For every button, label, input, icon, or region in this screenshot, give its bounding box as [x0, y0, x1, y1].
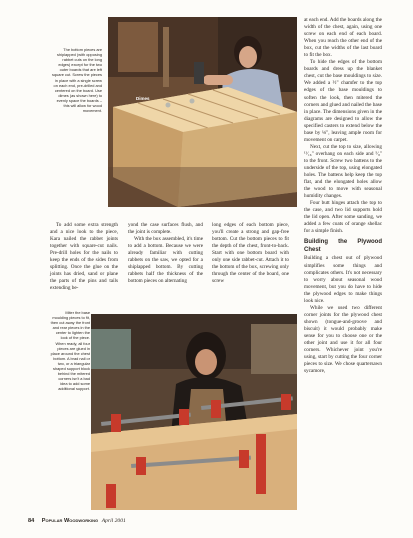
page-number: 84	[28, 518, 35, 524]
paragraph: Building a chest out of plywood simplifies some things and complicates others. It's not necessary to worry about seasonal wood movement, but you do have to hide the plywood edges to make things look nice.	[304, 255, 382, 304]
text-column-1	[50, 222, 118, 292]
page-footer	[28, 518, 126, 524]
photo-caption-bottom: Miter the base moulding pieces to fit, then cut away the front and rear pieces in the center to lighten the look of the piece. When ready, all four pieces are glued in place around the chest bottom. A brad nail or two, or a triangular shaped support block behind the mitered corners isn't a bad idea to add some additional support.	[50, 310, 90, 392]
paragraph: Four butt hinges attach the top to the case, and two lid supports hold the lid open. After some sanding, we added a few coats of orange shellac for a simple finish.	[304, 200, 382, 235]
magazine-name: Popular Woodworking	[41, 518, 99, 524]
paragraph: With the box assembled, it's time to add a bottom. Because we were already familiar with cutting rabbets on the saw, we opted for a shiplapped bottom. By cutting rabbets half the thickness of the bottom pieces on alternating	[128, 236, 203, 285]
issue-date: April 2001	[101, 518, 126, 524]
paragraph: yond the case surfaces flush, and the joint is complete.	[128, 222, 203, 236]
paragraph: To hide the edges of the bottom boards and dress up the blanket chest, cut the base mouldings to size. We added a ½" chamfer to the top edges of the base mouldings to soften the look, then mitered the corners and glued and nailed the base in place. The dimensions given in the diagrams are designed to allow the specified casters to extend below the base by ⅛", leaving ample room for movement on carpet.	[304, 59, 382, 143]
paragraph: While we used two different corner joints for the plywood chest shown (tongue-and-groove and biscuit) it would probably make sense for you to choose one or the other joint and use it for all four corners. Whichever joint you're using, start by cutting the four corner pieces to size. We chose quartersawn sycamore,	[304, 304, 382, 375]
photo-chest-bottom-assembly	[108, 17, 297, 207]
paragraph: To add some extra strength and a nice look to the piece, Kara nailed the rabbet joints together with square-cut nails. Pre-drill holes for the nails to keep the ends of the sides from splitting. Once the glue on the joints has dried, sand or plane the parts of the pins and tails extending be-	[50, 222, 118, 292]
paragraph: Next, cut the top to size, allowing ¹¹⁄₁₆" overhang on each side and ⁵⁄₈" to the front. Screw two battens to the underside of the top, using elongated holes. The battens help keep the top flat, and the elongated holes allow the wood to move with seasonal humidity changes.	[304, 143, 382, 200]
photo-caption-top: The bottom pieces are shiplapped (with opposing rabbet cuts on the long edges) except for the two outer boards that are left square cut. Screw the pieces in place with a single screw on each end, pre-drilled and centered on the board. Use dimes (as shown here) to evenly space the boards – this will allow for wood movement.	[52, 47, 102, 114]
paragraph: long edges of each bottom piece, you'll create a strong and gap-free bottom. Cut the bottom pieces to fit the depth of the chest, front-to-back. Start with one bottom board with only one side rabbet-cut. Attach it to the bottom of the box, screwing only through the center of the board, one screw	[212, 222, 289, 285]
photo-base-moulding-clamping	[91, 314, 297, 510]
text-column-2	[128, 222, 203, 285]
text-column-4	[304, 17, 382, 375]
dimes-label: Dimes	[136, 96, 150, 101]
section-heading: Building the Plywood Chest	[304, 239, 382, 254]
text-column-3	[212, 222, 289, 285]
paragraph: at each end. Add the boards along the width of the chest, again, using one screw on each end of each board. When you reach the other end of the box, cut the widths of the last board to fit the box.	[304, 17, 382, 59]
